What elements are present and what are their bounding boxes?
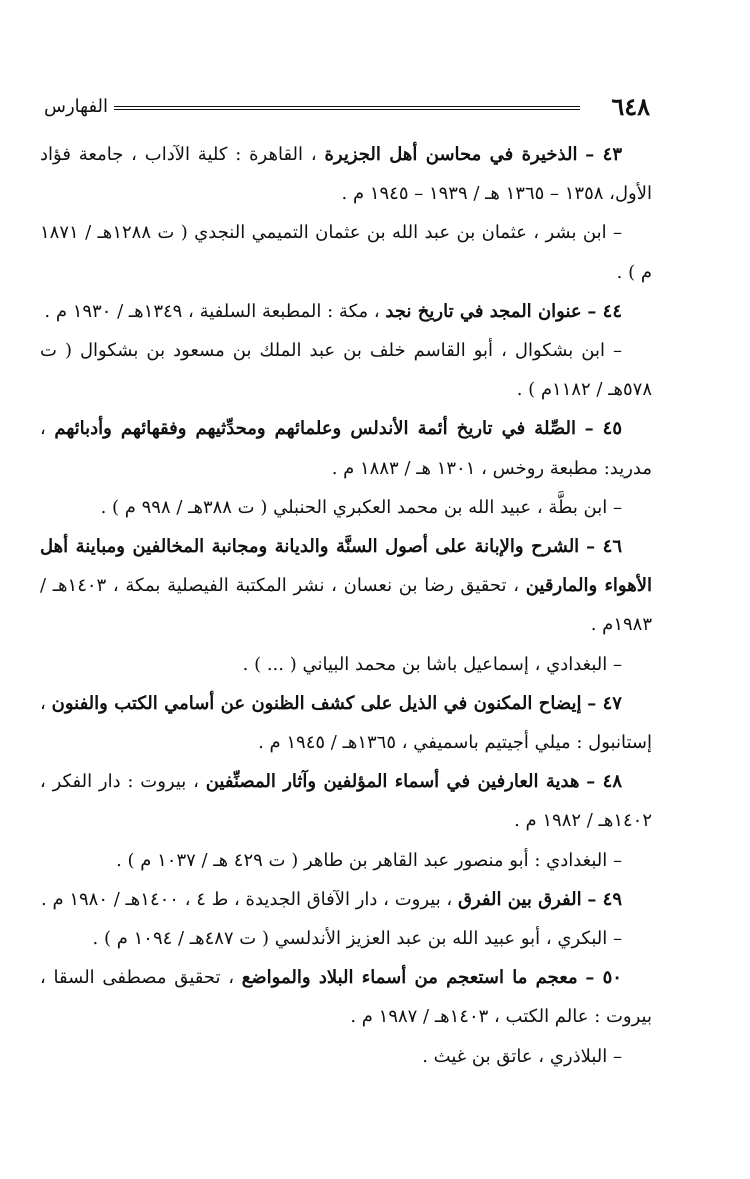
header-rule: [114, 106, 580, 110]
entry-50: [40, 958, 652, 1036]
entry-title: الصِّلة في تاريخ أئمة الأندلس وعلمائهم ومحدِّثيهم وفقهائهم وأدبائهم: [54, 418, 577, 440]
entry-title: معجم ما استعجم من أسماء البلاد والمواضع: [241, 967, 578, 989]
entry-details: ، تحقيق مصطفى السقا ، بيروت : عالم الكتب ، ١٤٠٣هـ / ١٩٨٧ م .: [40, 967, 652, 1028]
entry-title: الفرق بين الفرق: [457, 888, 582, 910]
entry-number: ٤٧ –: [587, 692, 622, 714]
entry-43: [40, 135, 652, 213]
page-number: ٦٤٨: [611, 92, 650, 121]
author-line: – البغدادي ، إسماعيل باشا بن محمد البياني ( ... ) .: [242, 653, 622, 675]
bibliography-text: [40, 135, 652, 1076]
entry-number: ٤٤ –: [587, 300, 622, 322]
entry-number: ٤٥ –: [584, 418, 622, 440]
entry-number: ٤٩ –: [587, 888, 622, 910]
entry-title: الشرح والإبانة على أصول السنَّة والديانة ومجانبة المخالفين ومباينة أهل الأهواء والمارقين: [40, 536, 652, 597]
entry-49: [40, 880, 652, 919]
entry-number: ٤٦ –: [586, 536, 622, 558]
entry-details: ، مدريد: مطبعة روخس ، ١٣٠١ هـ / ١٨٨٣ م .: [40, 418, 652, 479]
entry-47: [40, 684, 652, 762]
entry-details: ، بيروت ، دار الآفاق الجديدة ، ط ٤ ، ١٤٠٠هـ / ١٩٨٠ م .: [41, 888, 453, 910]
entry-details: ، تحقيق رضا بن نعسان ، نشر المكتبة الفيصلية بمكة ، ١٤٠٣هـ / ١٩٨٣م .: [40, 575, 652, 636]
author-line: – البلاذري ، عاتق بن غيث .: [422, 1045, 622, 1067]
entry-details: ، مكة : المطبعة السلفية ، ١٣٤٩هـ / ١٩٣٠ م .: [44, 300, 380, 322]
entry-details: ، إستانبول : ميلي أجيتيم باسميفي ، ١٣٦٥هـ / ١٩٤٥ م .: [40, 692, 652, 754]
entry-details: ، بيروت : دار الفكر ، ١٤٠٢هـ / ١٩٨٢ م .: [40, 771, 652, 832]
entry-number: ٤٨ –: [586, 771, 622, 793]
author-line: – ابن بطَّة ، عبيد الله بن محمد العكبري الحنبلي ( ت ٣٨٨هـ / ٩٩٨ م ) .: [100, 496, 622, 518]
entry-number: ٤٣ –: [585, 144, 622, 165]
entry-44: [40, 292, 652, 331]
entry-title: إيضاح المكنون في الذيل على كشف الظنون عن أسامي الكتب والفنون: [51, 692, 582, 714]
entry-46: [40, 527, 652, 645]
entry-title: الذخيرة في محاسن أهل الجزيرة: [324, 144, 578, 165]
entry-title: هدية العارفين في أسماء المؤلفين وآثار المصنِّفين: [205, 771, 580, 793]
entry-title: عنوان المجد في تاريخ نجد: [385, 300, 582, 322]
section-title: الفهارس: [44, 96, 109, 117]
author-line: – البغدادي : أبو منصور عبد القاهر بن طاهر ( ت ٤٢٩ هـ / ١٠٣٧ م ) .: [116, 849, 622, 871]
entry-45: [40, 409, 652, 487]
author-line: – ابن بشكوال ، أبو القاسم خلف بن عبد الملك بن مسعود بن بشكوال ( ت ٥٧٨هـ / ١١٨٢م ) .: [40, 340, 652, 401]
author-line: – البكري ، أبو عبيد الله بن عبد العزيز الأندلسي ( ت ٤٨٧هـ / ١٠٩٤ م ) .: [92, 928, 622, 950]
page-header: [44, 92, 650, 122]
entry-details: ، القاهرة : كلية الآداب ، جامعة فؤاد الأول، ١٣٥٨ – ١٣٦٥ هـ / ١٩٣٩ – ١٩٤٥ م .: [40, 144, 652, 205]
entry-number: ٥٠ –: [585, 967, 622, 989]
entry-48: [40, 762, 652, 840]
author-line: – ابن بشر ، عثمان بن عبد الله بن عثمان التميمي النجدي ( ت ١٢٨٨هـ / ١٨٧١ م ) .: [40, 222, 652, 283]
